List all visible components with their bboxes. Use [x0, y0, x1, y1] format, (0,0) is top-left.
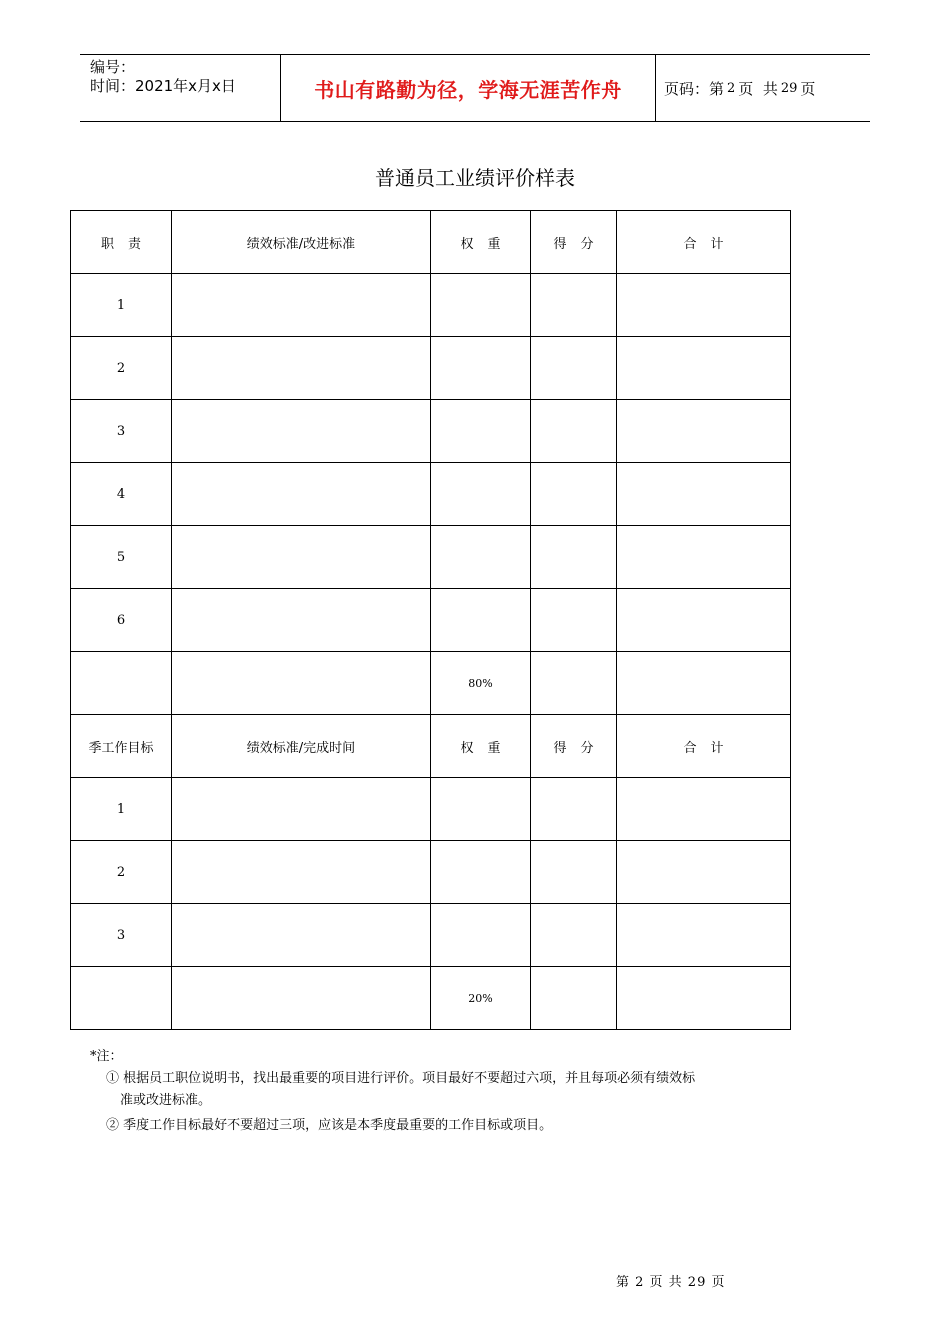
weight-cell[interactable] — [431, 337, 531, 400]
header-meta — [90, 58, 280, 96]
header-slogan: 书山有路勤为径，学海无涯苦作舟 — [314, 77, 622, 102]
standard-cell[interactable] — [172, 841, 431, 904]
header-quarter-goal: 季工作目标 — [71, 715, 172, 778]
standard-cell[interactable] — [172, 463, 431, 526]
subtotal-standard-cell — [172, 652, 431, 715]
standard-cell[interactable] — [172, 337, 431, 400]
table-header-row — [71, 211, 791, 274]
score-cell[interactable] — [531, 841, 617, 904]
header-weight: 权重 — [431, 211, 531, 274]
table-header-row — [71, 715, 791, 778]
page-suffix: 页 — [800, 79, 816, 98]
weight-cell[interactable] — [431, 841, 531, 904]
subtotal-row — [71, 652, 791, 715]
table-row — [71, 463, 791, 526]
table-row — [71, 274, 791, 337]
total-cell[interactable] — [617, 904, 791, 967]
page-footer: 第 2 页 共 29 页 — [616, 1275, 726, 1290]
note-item-2: ② 季度工作目标最好不要超过三项，应该是本季度最重要的工作目标或项目。 — [106, 1118, 553, 1133]
row-number: 1 — [71, 274, 172, 337]
subtotal-label-cell — [71, 652, 172, 715]
weight-cell[interactable] — [431, 400, 531, 463]
weight-cell[interactable] — [431, 778, 531, 841]
standard-cell[interactable] — [172, 589, 431, 652]
table-row — [71, 400, 791, 463]
total-cell[interactable] — [617, 337, 791, 400]
score-cell[interactable] — [531, 904, 617, 967]
score-cell[interactable] — [531, 463, 617, 526]
header-page-info — [664, 55, 815, 121]
score-cell[interactable] — [531, 589, 617, 652]
document-number-label: 编号： — [90, 58, 136, 76]
table-row — [71, 526, 791, 589]
total-cell[interactable] — [617, 526, 791, 589]
weight-cell[interactable] — [431, 526, 531, 589]
subtotal-standard-cell — [172, 967, 431, 1030]
weight-cell[interactable] — [431, 589, 531, 652]
total-cell[interactable] — [617, 841, 791, 904]
header-total: 合计 — [617, 715, 791, 778]
row-number: 6 — [71, 589, 172, 652]
document-time: 时间：2021年x月x日 — [90, 77, 236, 95]
row-number: 3 — [71, 400, 172, 463]
subtotal-label-cell — [71, 967, 172, 1030]
score-cell[interactable] — [531, 526, 617, 589]
standard-cell[interactable] — [172, 526, 431, 589]
score-cell[interactable] — [531, 400, 617, 463]
subtotal-score-cell[interactable] — [531, 652, 617, 715]
weight-cell[interactable] — [431, 274, 531, 337]
total-cell[interactable] — [617, 400, 791, 463]
weight-cell[interactable] — [431, 904, 531, 967]
table-row — [71, 841, 791, 904]
standard-cell[interactable] — [172, 400, 431, 463]
page-mid: 页 共 — [738, 79, 778, 98]
weight-percent: 80% — [431, 652, 531, 715]
header-duty: 职责 — [71, 211, 172, 274]
weight-percent: 20% — [431, 967, 531, 1030]
header-standard-time: 绩效标准/完成时间 — [172, 715, 431, 778]
total-cell[interactable] — [617, 463, 791, 526]
row-number: 1 — [71, 778, 172, 841]
row-number: 3 — [71, 904, 172, 967]
note-item-1: ① 根据员工职位说明书，找出最重要的项目进行评价。项目最好不要超过六项，并且每项必须有绩效标 — [106, 1071, 696, 1086]
row-number: 2 — [71, 337, 172, 400]
standard-cell[interactable] — [172, 274, 431, 337]
table-row — [71, 589, 791, 652]
row-number: 4 — [71, 463, 172, 526]
subtotal-row — [71, 967, 791, 1030]
header-standard: 绩效标准/改进标准 — [172, 211, 431, 274]
weight-cell[interactable] — [431, 463, 531, 526]
header-score: 得分 — [531, 715, 617, 778]
page-header — [80, 54, 870, 122]
subtotal-total-cell[interactable] — [617, 967, 791, 1030]
table-row — [71, 904, 791, 967]
header-weight: 权重 — [431, 715, 531, 778]
page-total: 29 — [780, 80, 798, 96]
row-number: 2 — [71, 841, 172, 904]
standard-cell[interactable] — [172, 778, 431, 841]
total-cell[interactable] — [617, 778, 791, 841]
header-score: 得分 — [531, 211, 617, 274]
notes-label: *注： — [90, 1049, 123, 1064]
header-divider — [655, 55, 656, 121]
evaluation-table — [70, 210, 791, 1030]
score-cell[interactable] — [531, 778, 617, 841]
standard-cell[interactable] — [172, 904, 431, 967]
note-item-1-continued: 准或改进标准。 — [120, 1093, 212, 1108]
table-row — [71, 337, 791, 400]
subtotal-score-cell[interactable] — [531, 967, 617, 1030]
row-number: 5 — [71, 526, 172, 589]
page-prefix: 页码：第 — [664, 79, 725, 98]
page-title: 普通员工业绩评价样表 — [375, 166, 575, 190]
score-cell[interactable] — [531, 337, 617, 400]
page-number: 2 — [727, 80, 736, 96]
table-row — [71, 778, 791, 841]
total-cell[interactable] — [617, 589, 791, 652]
header-total: 合计 — [617, 211, 791, 274]
notes-section — [90, 1046, 790, 1137]
score-cell[interactable] — [531, 274, 617, 337]
subtotal-total-cell[interactable] — [617, 652, 791, 715]
total-cell[interactable] — [617, 274, 791, 337]
